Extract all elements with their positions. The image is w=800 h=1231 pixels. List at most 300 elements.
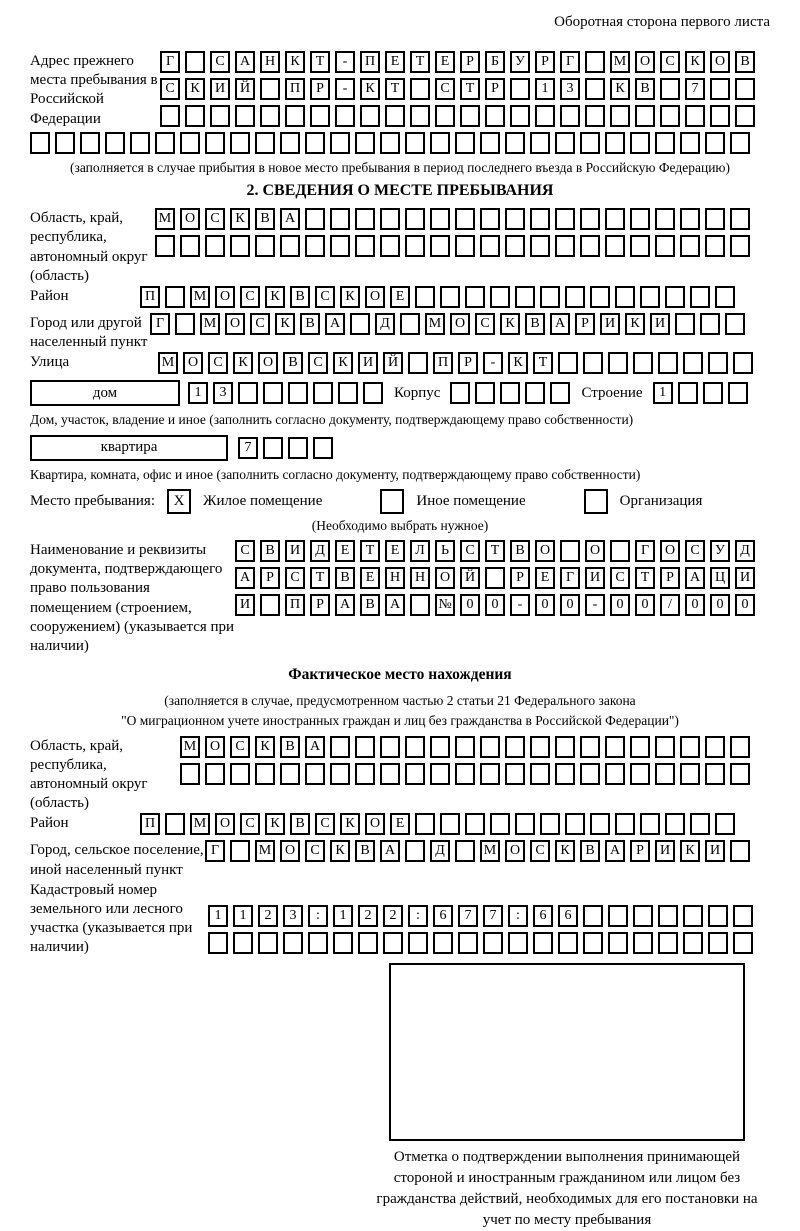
char-cell [230,132,250,154]
char-cell: М [180,736,200,758]
char-cell: Р [310,594,330,616]
char-cell [490,286,510,308]
char-cell: 7 [685,78,705,100]
char-cell: Т [385,78,405,100]
char-cell [415,286,435,308]
char-cell [608,352,628,374]
char-cell [455,208,475,230]
char-cell [355,208,375,230]
char-cell [633,905,653,927]
char-cell [260,594,280,616]
char-cell [185,51,205,73]
char-cell: В [525,313,545,335]
char-cell [640,813,660,835]
char-cell [555,132,575,154]
char-cell: О [585,540,605,562]
char-cell: : [508,905,528,927]
char-cell: - [510,594,530,616]
char-cell: К [340,813,360,835]
char-cell [210,105,230,127]
char-cell: С [250,313,270,335]
char-cell [728,382,748,404]
char-cell: Т [310,51,330,73]
char-cell [533,932,553,954]
char-cell: 0 [460,594,480,616]
char-cell [530,132,550,154]
char-cell [660,78,680,100]
char-cell: 0 [485,594,505,616]
char-cell: К [285,51,305,73]
char-cell [730,840,750,862]
char-cell: В [510,540,530,562]
char-cell: 0 [535,594,555,616]
char-cell: 6 [558,905,578,927]
char-cell: Е [385,51,405,73]
char-cell [683,932,703,954]
char-cell [305,235,325,257]
char-cell [485,105,505,127]
char-cell: С [685,540,705,562]
actual-district-block [30,813,770,840]
char-cell: П [285,594,305,616]
char-cell [360,105,380,127]
char-cell [330,763,350,785]
city-block [30,313,770,352]
document-row-3 [235,594,760,616]
char-cell: С [208,352,228,374]
char-cell [585,51,605,73]
char-cell [258,932,278,954]
char-cell: М [200,313,220,335]
char-cell [635,105,655,127]
char-cell [590,813,610,835]
char-cell [525,382,545,404]
char-cell: В [283,352,303,374]
document-row-1 [235,540,760,562]
char-cell [255,132,275,154]
char-cell [405,840,425,862]
char-cell [678,382,698,404]
char-cell [715,813,735,835]
char-cell [440,286,460,308]
prev-address-note: (заполняется в случае прибытия в новое место пребывания в период последнего въезда в Российскую Федерацию) [69,160,731,175]
char-cell [430,132,450,154]
char-cell: П [433,352,453,374]
char-cell: С [435,78,455,100]
char-cell: К [340,286,360,308]
char-cell [730,235,750,257]
region-rows [155,208,755,262]
actual-location-title: Фактическое место нахождения [288,666,512,684]
char-cell [580,763,600,785]
char-cell [440,813,460,835]
char-cell [385,105,405,127]
char-cell [260,105,280,127]
char-cell [355,132,375,154]
cadastral-row-1 [208,905,758,927]
char-cell: О [258,352,278,374]
char-cell [288,437,308,459]
char-cell: 1 [333,905,353,927]
char-cell [80,132,100,154]
char-cell [465,286,485,308]
char-cell: М [155,208,175,230]
prev-address-row-4 [30,132,770,154]
char-cell [305,208,325,230]
char-cell [335,105,355,127]
char-cell: С [315,286,335,308]
char-cell: П [140,286,160,308]
char-cell: Г [150,313,170,335]
char-cell: П [140,813,160,835]
char-cell [630,208,650,230]
char-cell: 6 [433,905,453,927]
char-cell: Р [535,51,555,73]
document-block [30,540,770,656]
char-cell: Л [410,540,430,562]
char-cell [415,813,435,835]
char-cell [480,208,500,230]
char-cell: К [233,352,253,374]
char-cell [505,132,525,154]
char-cell [408,352,428,374]
actual-region-label: Область, край, республика, автономный округ (область) [30,737,148,812]
char-cell [310,105,330,127]
char-cell: В [580,840,600,862]
char-cell: А [380,840,400,862]
char-cell: К [625,313,645,335]
document-label: Наименование и реквизиты документа, подтверждающего право пользования помещением (строением, сооружением) (указывается при наличии) [30,542,235,654]
char-cell [733,352,753,374]
char-cell [505,763,525,785]
apartment-row [30,435,770,461]
char-cell: В [360,594,380,616]
char-cell: - [335,78,355,100]
char-cell: И [210,78,230,100]
char-cell: К [275,313,295,335]
char-cell: К [333,352,353,374]
char-cell [410,105,430,127]
char-cell [585,105,605,127]
char-cell: И [235,594,255,616]
prev-address-row-3 [160,105,760,127]
char-cell: К [508,352,528,374]
char-cell [550,382,570,404]
char-cell [705,736,725,758]
char-cell [458,932,478,954]
char-cell: Д [310,540,330,562]
char-cell [480,763,500,785]
char-cell [605,736,625,758]
char-cell [455,132,475,154]
char-cell [358,932,378,954]
checkbox-other-premises [380,489,404,514]
char-cell: 3 [283,905,303,927]
char-cell [405,208,425,230]
char-cell [685,105,705,127]
char-cell [505,235,525,257]
house-cells [188,382,388,404]
char-cell: 2 [358,905,378,927]
char-cell [630,763,650,785]
char-cell: О [450,313,470,335]
street-label: Улица [30,354,70,371]
region-block [30,208,770,286]
char-cell [655,235,675,257]
char-cell: И [655,840,675,862]
char-cell [260,78,280,100]
char-cell [505,736,525,758]
char-cell [400,313,420,335]
char-cell [380,208,400,230]
char-cell: - [585,594,605,616]
region-label: Область, край, республика, автономный округ (область) [30,210,148,284]
char-cell [455,840,475,862]
char-cell [180,763,200,785]
char-cell: А [305,736,325,758]
char-cell: Т [635,567,655,589]
char-cell: С [235,540,255,562]
char-cell: А [235,567,255,589]
char-cell [255,763,275,785]
actual-city-row [205,840,755,862]
korpus-label: Корпус [394,384,441,401]
char-cell [730,763,750,785]
char-cell [305,763,325,785]
char-cell [615,286,635,308]
char-cell: У [710,540,730,562]
char-cell [433,932,453,954]
city-label: Город или другой населенный пункт [30,314,148,351]
char-cell: К [610,78,630,100]
char-cell: Й [460,567,480,589]
char-cell: А [550,313,570,335]
char-cell [558,352,578,374]
char-cell [710,105,730,127]
stay-place-note: (Необходимо выбрать нужное) [311,517,489,533]
char-cell [530,208,550,230]
char-cell [615,813,635,835]
char-cell [465,813,485,835]
char-cell: Р [458,352,478,374]
section2-title: 2. СВЕДЕНИЯ О МЕСТЕ ПРЕБЫВАНИЯ [246,182,554,200]
char-cell: / [660,594,680,616]
document-rows [235,540,760,621]
char-cell [460,105,480,127]
char-cell: Й [383,352,403,374]
char-cell [165,813,185,835]
char-cell: М [190,813,210,835]
char-cell: О [280,840,300,862]
char-cell [555,208,575,230]
stroenie-label: Строение [581,384,643,401]
char-cell [605,763,625,785]
char-cell [610,105,630,127]
char-cell [280,235,300,257]
stay-place-label: Место пребывания: [30,492,155,509]
char-cell [708,352,728,374]
char-cell: 1 [535,78,555,100]
char-cell: У [510,51,530,73]
char-cell [235,105,255,127]
char-cell: С [240,813,260,835]
char-cell [565,813,585,835]
char-cell [208,932,228,954]
char-cell [350,313,370,335]
char-cell [590,286,610,308]
char-cell [680,132,700,154]
char-cell: Т [410,51,430,73]
char-cell: 7 [458,905,478,927]
char-cell: 6 [533,905,553,927]
char-cell [380,736,400,758]
char-cell: О [365,286,385,308]
char-cell: 2 [383,905,403,927]
char-cell: К [330,840,350,862]
char-cell [605,235,625,257]
char-cell [160,105,180,127]
char-cell: Р [575,313,595,335]
char-cell [658,905,678,927]
char-cell [510,105,530,127]
char-cell [405,763,425,785]
option-organization-label: Организация [619,492,703,509]
district-row [140,286,740,308]
char-cell [630,235,650,257]
char-cell: О [365,813,385,835]
char-cell [205,235,225,257]
char-cell [383,932,403,954]
char-cell: С [305,840,325,862]
char-cell [703,382,723,404]
char-cell [205,132,225,154]
char-cell: И [358,352,378,374]
char-cell [560,540,580,562]
char-cell: 1 [653,382,673,404]
char-cell: В [355,840,375,862]
cadastral-row-2 [208,932,758,954]
char-cell [708,905,728,927]
char-cell: К [185,78,205,100]
char-cell [580,132,600,154]
char-cell: : [408,905,428,927]
char-cell: № [435,594,455,616]
char-cell [675,313,695,335]
char-cell [475,382,495,404]
char-cell: Е [535,567,555,589]
char-cell: О [205,736,225,758]
char-cell [330,132,350,154]
char-cell: И [650,313,670,335]
char-cell: М [158,352,178,374]
district-label: Район [30,287,69,304]
char-cell [285,105,305,127]
char-cell [483,932,503,954]
char-cell [30,132,50,154]
char-cell: В [260,540,280,562]
char-cell [633,352,653,374]
char-cell [238,382,258,404]
char-cell: А [605,840,625,862]
char-cell [330,235,350,257]
char-cell [680,235,700,257]
char-cell [680,736,700,758]
char-cell: Т [533,352,553,374]
stamp-note: Отметка о подтверждении выполнения принимающей стороной и иностранным гражданином или лицом без гражданства действий, необходимых для его постановки на учет по месту пребывания [376,1148,758,1228]
char-cell [408,932,428,954]
char-cell [583,352,603,374]
char-cell [585,78,605,100]
char-cell: Е [335,540,355,562]
stamp-box [389,963,745,1141]
char-cell [658,932,678,954]
char-cell [455,763,475,785]
char-cell: К [555,840,575,862]
char-cell: Р [485,78,505,100]
stamp-area [372,963,762,1231]
stay-place-row [30,489,770,514]
char-cell: С [460,540,480,562]
char-cell: Т [360,540,380,562]
char-cell [705,235,725,257]
char-cell [480,132,500,154]
char-cell [708,932,728,954]
char-cell [540,813,560,835]
char-cell [733,905,753,927]
char-cell: В [280,736,300,758]
char-cell [130,132,150,154]
char-cell [605,132,625,154]
cadastral-label: Кадастровый номер земельного или лесного участка (указывается при наличии) [30,881,193,956]
apartment-box: квартира [30,435,228,461]
char-cell [180,235,200,257]
char-cell: 1 [188,382,208,404]
char-cell [55,132,75,154]
char-cell [455,736,475,758]
street-block [30,352,770,379]
char-cell [725,313,745,335]
char-cell: С [610,567,630,589]
char-cell [455,235,475,257]
char-cell: Е [390,813,410,835]
char-cell: А [280,208,300,230]
char-cell: 0 [710,594,730,616]
char-cell: М [480,840,500,862]
prev-address-row-1 [160,51,760,73]
char-cell [560,105,580,127]
char-cell [333,932,353,954]
char-cell [485,567,505,589]
char-cell: К [685,51,705,73]
char-cell: Р [630,840,650,862]
char-cell: 3 [213,382,233,404]
char-cell [490,813,510,835]
char-cell [230,840,250,862]
char-cell [580,208,600,230]
char-cell [165,286,185,308]
char-cell [180,132,200,154]
char-cell: И [735,567,755,589]
char-cell: О [180,208,200,230]
char-cell [715,286,735,308]
char-cell [205,763,225,785]
char-cell: И [285,540,305,562]
char-cell: С [475,313,495,335]
char-cell [380,132,400,154]
char-cell [665,813,685,835]
char-cell [185,105,205,127]
char-cell: Д [430,840,450,862]
